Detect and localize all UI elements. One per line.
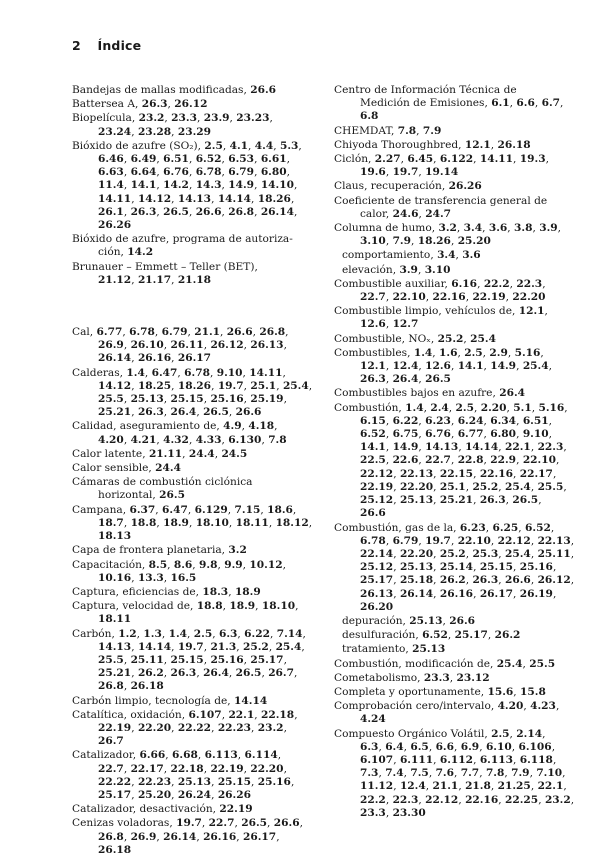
page-title: Índice [97,38,142,53]
index-entry: Calor sensible, 24.4 [72,462,181,475]
index-entry: Combustión, modificación de, 25.4, 25.5 [334,657,556,670]
index-entry: Carbón, 1.2, 1.3, 1.4, 2.5, 6.3, 6.22, 7.14, 14.13, 14.14, 19.7, 21.3, 25.2, 25.4, 25.5, 25.11, 25.15, 25.16, 25.17, 25.21, 26.2, 26.3, 26.4, 26.5, 26.7, 26.8, 26.18 [72,627,306,693]
index-entry: Capacitación, 8.5, 8.6, 9.8, 9.9, 10.12, 10.16, 13.3, 16.5 [72,558,286,584]
index-entry: Compuesto Orgánico Volátil, 2.5, 2.14, 6.3, 6.4, 6.5, 6.6, 6.9, 6.10, 6.106, 6.107, 6.111, 6.112, 6.113, 6.118, 7.3, 7.4, 7.5, 7.6, 7.7, 7.8, 7.9, 7.10, 11.12, 12.4, 21.1, 21.8, 21.25, 22.1, 22.2, 22.3, 22.12, 22.16, 22.25, 23.2, 23.3, 23.30 [334,727,575,819]
index-subentry: desulfuración, 6.52, 25.17, 26.2 [342,629,521,642]
index-entry: Combustible limpio, vehículos de, 12.1, 12.6, 12.7 [334,305,548,331]
page-number: 2 [72,38,81,53]
index-entry: Biopelícula, 23.2, 23.3, 23.9, 23.23, 23.24, 23.28, 23.29 [72,112,273,138]
index-subentry: comportamiento, 3.4, 3.6 [342,249,481,262]
index-entry: Combustible auxiliar, 6.16, 22.2, 22.3, 22.7, 22.10, 22.16, 22.19, 22.20 [334,277,546,304]
index-entry: Claus, recuperación, 26.26 [334,180,482,193]
index-entry: Capa de frontera planetaria, 3.2 [72,544,247,557]
index-entry: Comprobación cero/intervalo, 4.20, 4.23, 4.24 [334,700,560,726]
index-entry: Calor latente, 21.11, 24.4, 24.5 [72,447,248,460]
index-entry: Combustión, gas de la, 6.23, 6.25, 6.52, 6.78, 6.79, 19.7, 22.10, 22.12, 22.13, 22.14, 22.20, 25.2, 25.3, 25.4, 25.11, 25.12, 25.13, 25.14, 25.15, 25.16, 25.17, 25.18, 26.2, 26.3, 26.6, 26.12, 26.13, 26.14, 26.16, 26.17, 26.19, 26.20 [334,521,575,613]
index-entry: Calderas, 1.4, 6.47, 6.78, 9.10, 14.11, 14.12, 18.25, 18.26, 19.7, 25.1, 25.4, 25.5, 25.13, 25.15, 25.16, 25.19, 25.21, 26.3, 26.4, 26.5, 26.6 [72,366,313,419]
index-entry: Carbón limpio, tecnología de, 14.14 [72,694,268,707]
index-entry: Ciclón, 2.27, 6.45, 6.122, 14.11, 19.3, 19.6, 19.7, 19.14 [334,153,549,179]
index-entry: Combustible, NOₓ, 25.2, 25.4 [334,332,496,345]
index-entry: Battersea A, 26.3, 26.12 [72,98,208,111]
index-entry: Combustión, 1.4, 2.4, 2.5, 2.20, 5.1, 5.16, 6.15, 6.22, 6.23, 6.24, 6.34, 6.51, 6.52, 6.75, 6.76, 6.77, 6.80, 9.10, 14.1, 14.9, 14.13, 14.14, 22.1, 22.3, 22.5, 22.6, 22.7, 22.8, 22.9, 22.10, 22.12, 22.13, 22.15, 22.16, 22.17, 22.19, 22.20, 25.1, 25.2, 25.4, 25.5, 25.12, 25.13, 25.21, 26.3, 26.5, 26.6 [334,401,568,520]
index-entry: CHEMDAT, 7.8, 7.9 [334,124,442,137]
index-entry: Brunauer – Emmett – Teller (BET), 21.12, 21.17, 21.18 [72,260,258,286]
index-entry: Centro de Información Técnica de Medición de Emisiones, 6.1, 6.6, 6.7, 6.8 [334,84,564,123]
index-entry: Bandejas de mallas modificadas, 26.6 [72,84,277,96]
index-entry: Captura, eficiencias de, 18.3, 18.9 [72,585,261,598]
index-entry: Catalizador, 6.66, 6.68, 6.113, 6.114, 22.7, 22.17, 22.18, 22.19, 22.20, 22.22, 22.23, 25.13, 25.15, 25.16, 25.17, 25.20, 26.24, 26.26 [72,749,295,801]
index-entry: Columna de humo, 3.2, 3.4, 3.6, 3.8, 3.9, 3.10, 7.9, 18.26, 25.20 [334,222,562,248]
index-subentry: depuración, 25.13, 26.6 [342,614,476,627]
index-entry: Calidad, aseguramiento de, 4.9, 4.18, 4.20, 4.21, 4.32, 4.33, 6.130, 7.8 [72,420,287,446]
letter-section-gap [72,288,316,326]
index-entry: Combustibles bajos en azufre, 26.4 [334,387,526,400]
index-entry: Combustibles, 1.4, 1.6, 2.5, 2.9, 5.16, 12.1, 12.4, 12.6, 14.1, 14.9, 25.4, 26.3, 26.4, 26.5 [334,346,552,386]
index-entry: Catalítica, oxidación, 6.107, 22.1, 22.18, 22.19, 22.20, 22.22, 22.23, 23.2, 26.7 [72,708,298,748]
index-entry: Bióxido de azufre, programa de autoriza- ción, 14.2 [72,233,293,259]
index-entry: Completa y oportunamente, 15.6, 15.8 [334,685,546,698]
index-entry: Bióxido de azufre (SO₂), 2.5, 4.1, 4.4, 5.3, 6.46, 6.49, 6.51, 6.52, 6.53, 6.61, 6.63, 6.64, 6.76, 6.78, 6.79, 6.80, 11.4, 14.1, 14.2, 14.3, 14.9, 14.10, 14.11, 14.12, 14.13, 14.14, 18.26, 26.1, 26.3, 26.5, 26.6, 26.8, 26.14, 26.26 [72,139,302,232]
index-entry: Captura, velocidad de, 18.8, 18.9, 18.10, 18.11 [72,600,299,626]
index-entry: Cometabolismo, 23.3, 23.12 [334,671,490,684]
index-subentry: tratamiento, 25.13 [342,643,446,656]
index-subentry: elevación, 3.9, 3.10 [342,263,451,276]
index-entry: Campana, 6.37, 6.47, 6.129, 7.15, 18.6, 18.7, 18.8, 18.9, 18.10, 18.11, 18.12, 18.13 [72,503,313,543]
index-entry: Chiyoda Thoroughbred, 12.1, 26.18 [334,138,531,151]
index-entry: Cámaras de combustión ciclónica horizontal, 26.5 [72,476,253,502]
page-header [72,38,141,53]
index-entry: Coeficiente de transferencia general de calor, 24.6, 24.7 [334,194,548,220]
index-entry: Catalizador, desactivación, 22.19 [72,803,253,816]
index-entry: Cenizas voladoras, 19.7, 22.7, 26.5, 26.6, 26.8, 26.9, 26.14, 26.16, 26.17, 26.18 [72,817,303,856]
index-column-left [72,84,316,858]
index-entry: Cal, 6.77, 6.78, 6.79, 21.1, 26.6, 26.8, 26.9, 26.10, 26.11, 26.12, 26.13, 26.14, 26.16, 26.17 [72,326,289,365]
index-column-right [334,84,580,821]
